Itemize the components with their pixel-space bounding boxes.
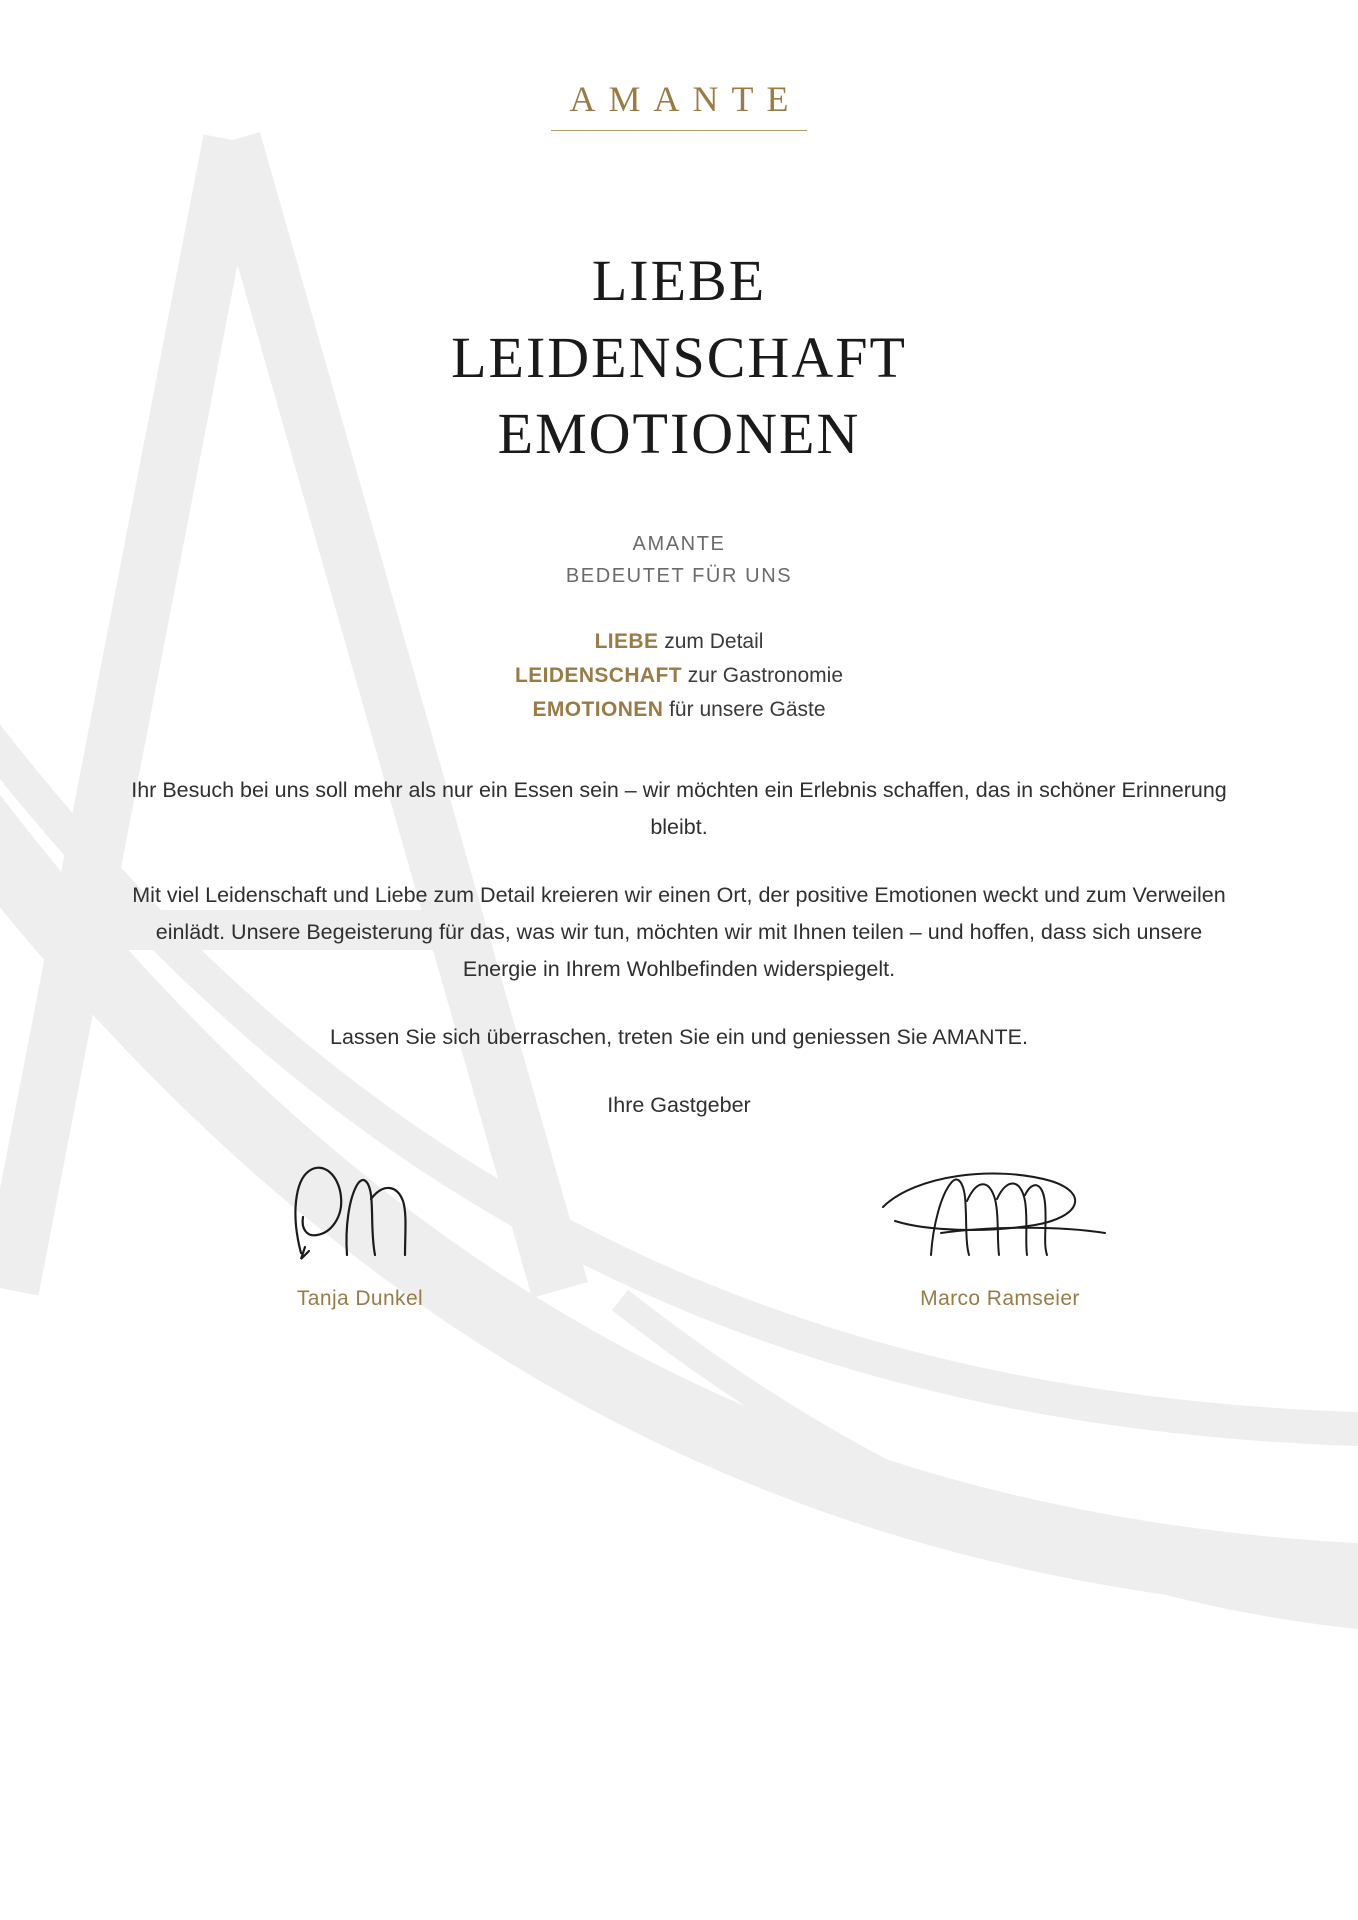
value-item: [0, 625, 1358, 659]
value-text: für unsere Gäste: [663, 698, 826, 722]
value-keyword: LEIDENSCHAFT: [514, 664, 682, 688]
signature-mark-icon: [150, 1155, 570, 1265]
headline-line-2: LEIDENSCHAFT: [451, 324, 907, 390]
headline-line-1: LIEBE: [591, 248, 767, 313]
headline-line-3: EMOTIONEN: [497, 401, 861, 467]
value-text: zum Detail: [658, 630, 764, 653]
value-item: [0, 659, 1358, 693]
body-paragraph-1: Ihr Besuch bei uns soll mehr als nur ein Essen sein – wir möchten ein Erlebnis schaffen, das in schöner Erinnerung bleibt.: [131, 778, 1227, 839]
subtitle-group: [0, 528, 1358, 593]
body-paragraph-3: Lassen Sie sich überraschen, treten Sie ein und geniessen Sie AMANTE.: [330, 1024, 1028, 1049]
value-keyword: EMOTIONEN: [532, 698, 664, 722]
subtitle-line-1: AMANTE: [632, 533, 726, 555]
brand-wordmark: AMANTE: [551, 78, 808, 131]
signature-row: [150, 1155, 1210, 1311]
body-copy: [120, 772, 1238, 1124]
value-list: [0, 625, 1358, 727]
subtitle-line-2: BEDEUTET FÜR UNS: [565, 565, 793, 588]
signature-name: Marco Ramseier: [920, 1287, 1080, 1310]
brand-header: [0, 78, 1358, 131]
signature-block-right: [790, 1155, 1210, 1311]
signature-block-left: [150, 1155, 570, 1311]
value-text: zur Gastronomie: [681, 664, 844, 688]
value-keyword: LIEBE: [594, 630, 659, 653]
headline-group: [0, 243, 1358, 473]
body-paragraph-4: Ihre Gastgeber: [607, 1092, 751, 1117]
signature-name: Tanja Dunkel: [296, 1287, 424, 1310]
value-item: [0, 693, 1358, 727]
signature-mark-icon: [790, 1155, 1210, 1265]
body-paragraph-2: Mit viel Leidenschaft und Liebe zum Detail kreieren wir einen Ort, der positive Emotionen weckt und zum Verweilen einlädt. Unsere Begeisterung für das, was wir tun, möchten wir mit Ihnen teilen – und hoffen, dass sich unsere Energie in Ihrem Wohlbefinden widerspiegelt.: [132, 882, 1226, 981]
